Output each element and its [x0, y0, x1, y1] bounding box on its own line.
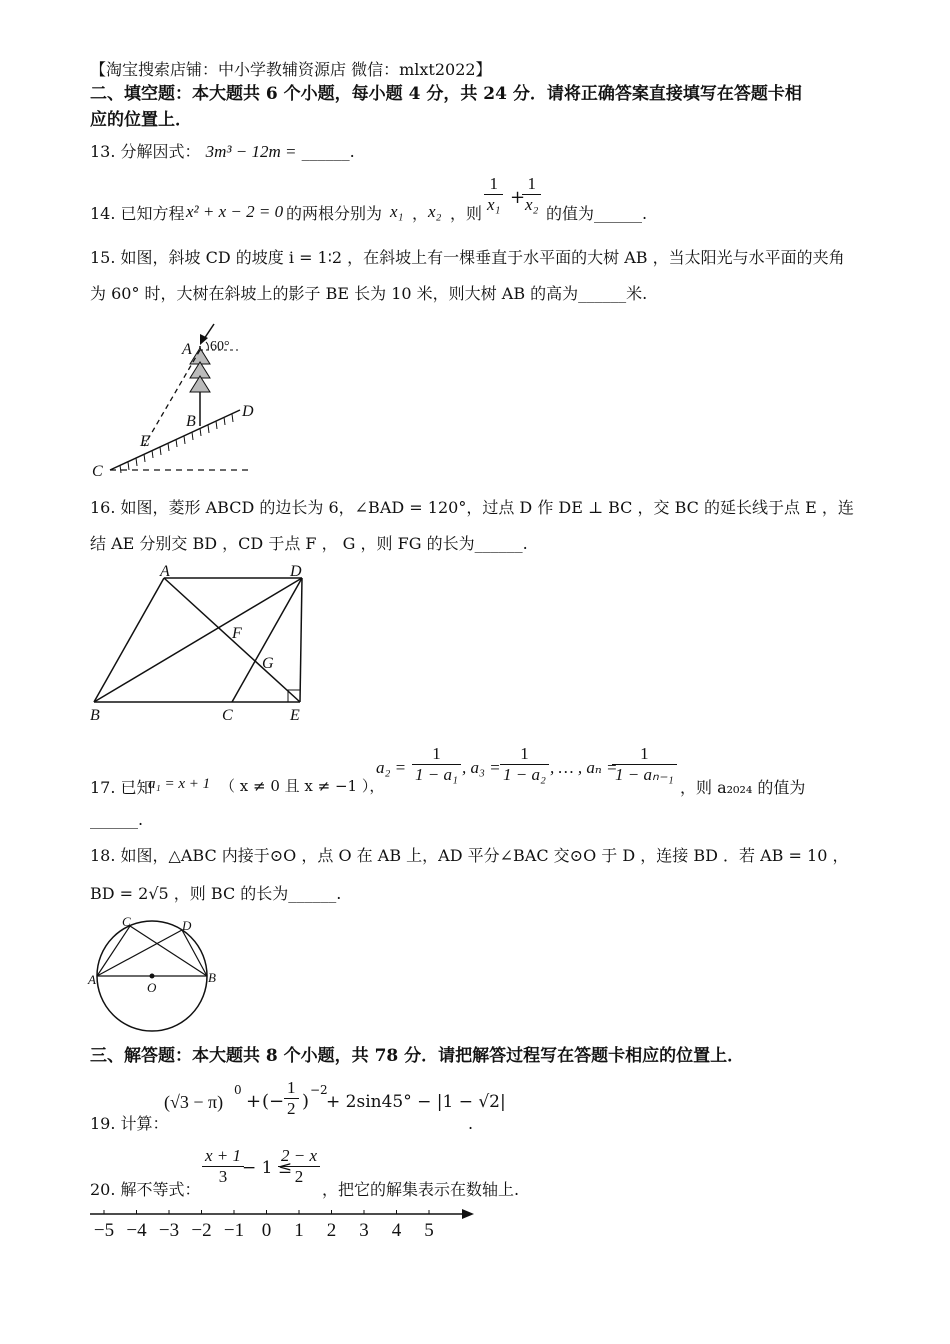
chord-AC [97, 926, 130, 976]
page-header: 【淘宝搜索店铺：中小学教辅资源店 微信：mlxt2022】 [90, 60, 492, 79]
q17-fraction-an: $\frac{1}{\text{1 − aₙ₋₁}}$ [612, 744, 677, 785]
chord-DB [182, 930, 207, 976]
q14-number: 14. 已知方程 [90, 204, 185, 223]
number-line [88, 1204, 478, 1244]
number-line-label: −2 [191, 1220, 212, 1241]
q14-tail: 的值为______. [546, 204, 648, 223]
number-line-label: 2 [326, 1220, 337, 1241]
line-DE [300, 578, 302, 702]
q19-exp1: 0 [234, 1083, 242, 1097]
q13-expression: 3m³ − 12m = [205, 142, 297, 161]
question-16-line1: 16. 如图，菱形 ABCD 的边长为 6，∠BAD = 120°，过点 D 作 DE ⊥ BC ，交 BC 的延长线于点 E ，连 [90, 498, 854, 517]
question-18-line1: 18. 如图，△ABC 内接于⊙O ，点 O 在 AB 上，AD 平分∠BAC 交⊙O 于 D ，连接 BD ．若 AB = 10 ， [90, 846, 849, 865]
label-C: C [92, 463, 103, 480]
diagonal-BD [94, 578, 302, 702]
question-16-line2: 结 AE 分别交 BD ，CD 于点 F ， G ，则 FG 的长为______. [90, 534, 528, 553]
label-B: B [90, 707, 100, 724]
label-A: A [88, 972, 96, 987]
q13-number: 13. 分解因式： [90, 142, 201, 161]
section2-title-line2: 应的位置上． [90, 110, 192, 130]
label-G: G [262, 655, 274, 672]
q14-root1: x₁ [390, 202, 404, 221]
q14-equation: x² + x − 2 = 0 [186, 202, 284, 221]
label-angle: 60° [210, 339, 230, 354]
label-O: O [147, 980, 157, 995]
q17-fraction-a2: $\frac{1}{\text{1 − a₁}}$ [412, 744, 461, 785]
q20-fraction-left: $\frac{x + 1}{3}$ [202, 1146, 244, 1187]
label-B: B [186, 413, 196, 430]
question-15-line1: 15. 如图，斜坡 CD 的坡度 i = 1∶2 ，在斜坡上有一棵垂直于水平面的大树 AB ，当太阳光与水平面的夹角 [90, 248, 845, 267]
number-line-label: −4 [126, 1220, 147, 1241]
q14-plus: + [510, 187, 526, 208]
q17-fraction-a3: $\frac{1}{\text{1 − a₂}}$ [500, 744, 549, 785]
number-line-label: 3 [359, 1220, 369, 1241]
label-D: D [182, 918, 192, 933]
label-C: C [122, 914, 131, 929]
q19-paren-close: ) [302, 1091, 310, 1112]
tree-icon [190, 348, 210, 392]
number-line-label: 0 [261, 1220, 272, 1241]
side-CD [232, 578, 302, 702]
q20-number: 20. 解不等式： [90, 1180, 201, 1199]
q19-exp2: −2 [310, 1083, 328, 1097]
question-13 [90, 142, 355, 162]
q14-then: ，则 [450, 204, 483, 223]
q20-tail: ，把它的解集表示在数轴上. [322, 1180, 520, 1199]
slope-line [110, 410, 240, 470]
label-D: D [290, 563, 302, 580]
q19-rest: + 2sin45° − |1 − √2| [326, 1092, 506, 1112]
q16-figure [86, 564, 316, 724]
label-E: E [290, 707, 300, 724]
label-A: A [182, 341, 192, 358]
q17-an: , … , aₙ = [550, 758, 618, 777]
q20-mid: − 1 ≤ [242, 1158, 293, 1178]
q17-a2: a₂ = [376, 758, 407, 777]
number-line-label: 4 [391, 1220, 402, 1241]
number-line-label: 1 [294, 1220, 304, 1241]
side-AB [94, 578, 164, 702]
section2-title-line1: 二、填空题：本大题共 6 个小题，每小题 4 分，共 24 分．请将正确答案直接填写在答题卡相 [90, 84, 802, 104]
q19-fraction: $\frac{1}{2}$ [284, 1078, 299, 1119]
q19-plus: + [246, 1091, 262, 1112]
number-line-arrow-icon [462, 1209, 474, 1219]
q19-term1: (√3 − π) [164, 1092, 224, 1112]
number-line-label: −5 [93, 1220, 115, 1241]
q14-sep: ， [412, 204, 429, 223]
question-18-line2: BD = 2√5 ，则 BC 的长为______. [90, 884, 342, 903]
q18-figure [86, 914, 226, 1034]
q17-prefix: 17. 已知 [90, 778, 153, 797]
q17-condition: （ x ≠ 0 且 x ≠ −1 ）， [220, 777, 385, 795]
q17-a3: , a₃ = [462, 758, 501, 777]
angle-arc [206, 342, 208, 350]
q17-tail: ，则 a₂₀₂₄ 的值为 [680, 778, 806, 797]
slope-hatching [120, 414, 233, 473]
label-E: E [140, 433, 150, 450]
chord-AD [97, 930, 182, 976]
question-15-line2: 为 60° 时，大树在斜坡上的影子 BE 长为 10 米，则大树 AB 的高为______米. [90, 284, 648, 303]
section3-title: 三、解答题：本大题共 8 个小题，共 78 分．请把解答过程写在答题卡相应的位置上． [90, 1046, 745, 1066]
label-D: D [242, 403, 254, 420]
label-A: A [160, 563, 170, 580]
label-C: C [222, 707, 233, 724]
center-point [150, 974, 155, 979]
label-F: F [232, 625, 242, 642]
label-B: B [208, 970, 216, 985]
q19-end: . [468, 1114, 474, 1133]
chord-CB [130, 926, 207, 976]
q19-paren-open: (− [262, 1091, 285, 1112]
q13-blank: ______. [301, 142, 355, 161]
q14-mid: 的两根分别为 [286, 204, 383, 223]
q20-fraction-right: $\frac{2 - x}{2}$ [278, 1146, 320, 1187]
q17-blank: ______. [90, 810, 144, 829]
q14-root2: x₂ [428, 202, 442, 221]
q17-a1: a₁ = x + 1 [148, 776, 211, 792]
q14-fraction-1: $\frac{1}{\text{x₁}}$ [484, 174, 503, 215]
number-line-label: −1 [223, 1220, 245, 1241]
number-line-label: 5 [424, 1220, 434, 1241]
q15-figure [88, 318, 268, 483]
number-line-label: −3 [158, 1220, 180, 1241]
q14-fraction-2: $\frac{1}{\text{x₂}}$ [522, 174, 541, 215]
q19-number: 19. 计算： [90, 1114, 169, 1133]
